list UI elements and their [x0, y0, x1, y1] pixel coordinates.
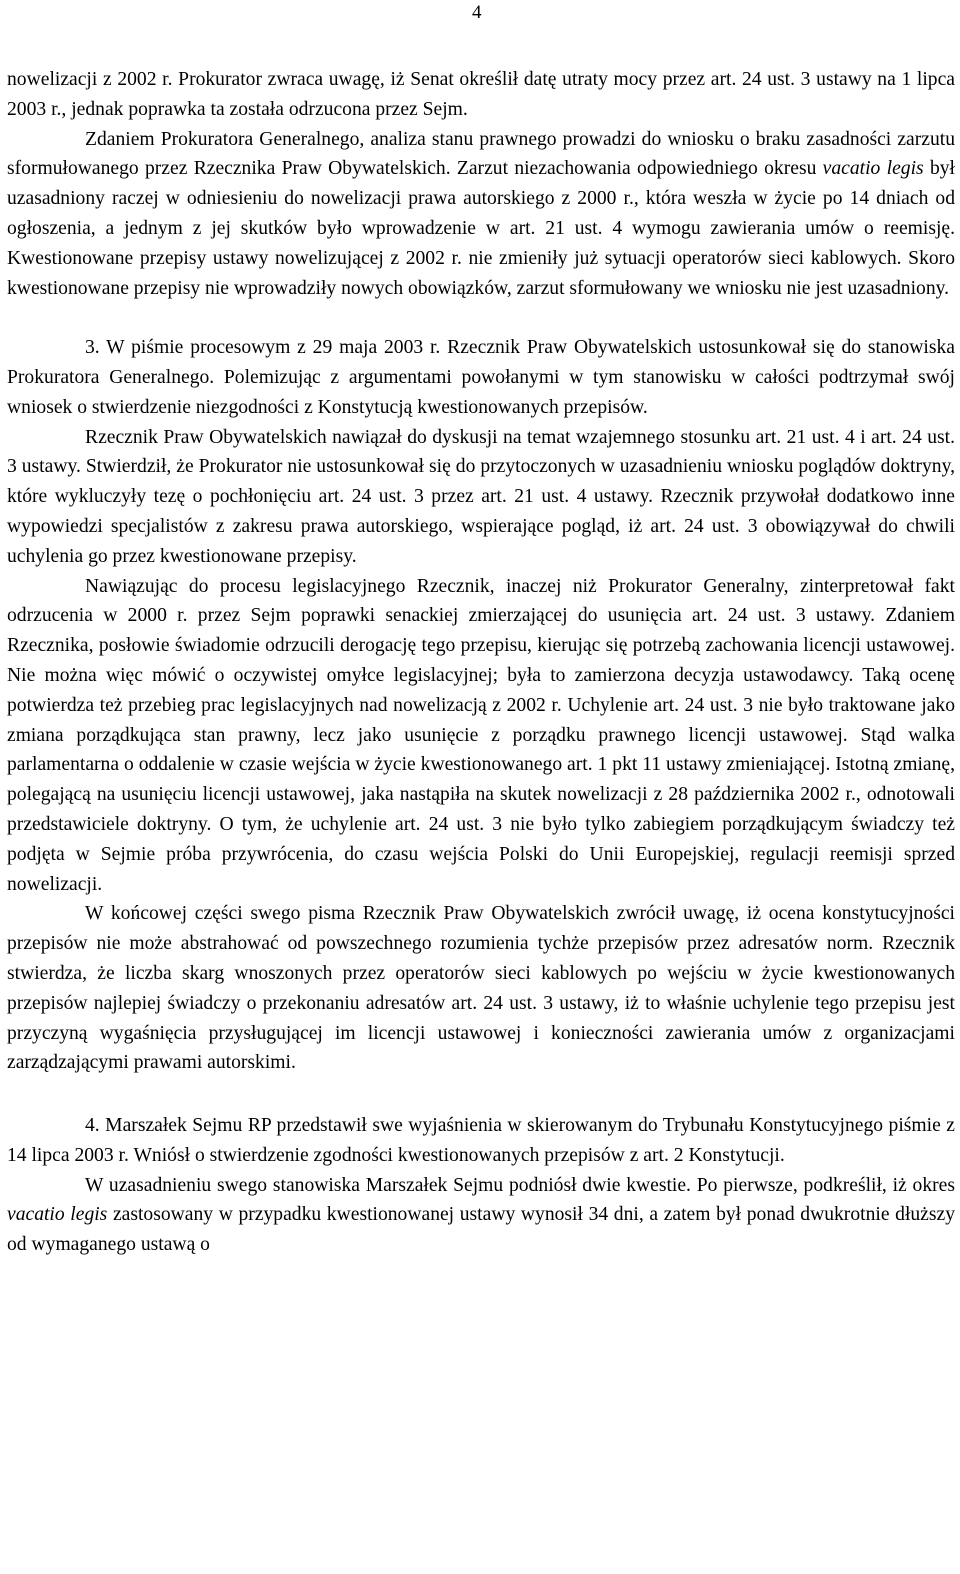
paragraph-text: W uzasadnieniu swego stanowiska Marszałek Sejmu podniósł dwie kwestie. Po pierwsze, podkreślił, iż okres — [85, 1174, 955, 1196]
paragraph-closing-remarks: W końcowej części swego pisma Rzecznik Praw Obywatelskich zwrócił uwagę, iż ocena konstytucyjności przepisów nie może abstrahować od powszechnego rozumienia tychże przepisów przez adresatów norm. Rzecznik stwierdza, że liczba skarg wnoszonych przez operatorów sieci kablowych po wejściu w życie kwestionowanych przepisów najlepiej świadczy o przekonaniu adresatów art. 24 ust. 3 ustawy, iż to właśnie uchylenie tego przepisu jest przyczyną wygaśnięcia przysługującej im licencji ustawowej i konieczności zawierania umów z organizacjami zarządzającymi prawami autorskimi. — [7, 903, 955, 1074]
document-body — [7, 65, 955, 1260]
paragraph-legislative-process: Nawiązując do procesu legislacyjnego Rzecznik, inaczej niż Prokurator Generalny, zinterpretował fakt odrzucenia w 2000 r. przez Sejm poprawki senackiej zmierzającej do usunięcia art. 24 ust. 3 ustawy. Zdaniem Rzecznika, posłowie świadomie odrzucili derogację tego przepisu, kierując się potrzebą zachowania licencji ustawowej. Nie można więc mówić o oczywistej omyłce legislacyjnej; była to zamierzona decyzja ustawodawcy. Taką ocenę potwierdza też przebieg prac legislacyjnych nad nowelizacją z 2002 r. Uchylenie art. 24 ust. 3 nie było traktowane jako zmiana porządkująca stan prawny, lecz jako usunięcie z porządku prawnego licencji ustawowej. Stąd walka parlamentarna o oddalenie w czasie wejścia w życie kwestionowanego art. 1 pkt 11 ustawy zmieniającej. Istotną zmianę, polegającą na usunięciu licencji ustawowej, jaka nastąpiła na skutek nowelizacji z 28 października 2002 r., odnotowali przedstawiciele doktryny. O tym, że uchylenie art. 24 ust. 3 nie było tylko zabiegiem porządkującym świadczy też podjęta w Sejmie próba przywrócenia, do czasu wejścia Polski do Unii Europejskiej, regulacji reemisji sprzed nowelizacji. — [7, 575, 955, 895]
latin-term: vacatio legis — [822, 158, 924, 180]
paragraph-section-4: 4. Marszałek Sejmu RP przedstawił swe wyjaśnienia w skierowanym do Trybunału Konstytucyjnego piśmie z 14 lipca 2003 r. Wniósł o stwierdzenie zgodności kwestionowanych przepisów z art. 2 Konstytucji. — [7, 1115, 955, 1166]
paragraph-marshal-justification — [7, 1171, 955, 1260]
paragraph-section-3: 3. W piśmie procesowym z 29 maja 2003 r. Rzecznik Praw Obywatelskich ustosunkował się do stanowiska Prokuratora Generalnego. Polemizując z argumentami powołanymi w tym stanowisku w całości podtrzymał swój wniosek o stwierdzenie niezgodności z Konstytucją kwestionowanych przepisów. — [7, 337, 955, 418]
paragraph-text: zastosowany w przypadku kwestionowanej ustawy wynosił 34 dni, a zatem był ponad dwukrotnie dłuższy od wymaganego ustawą o — [7, 1204, 955, 1256]
paragraph-continuation: nowelizacji z 2002 r. Prokurator zwraca uwagę, iż Senat określił datę utraty mocy przez art. 24 ust. 3 ustawy na 1 lipca 2003 r., jednak poprawka ta została odrzucona przez Sejm. — [7, 69, 955, 120]
latin-term: vacatio legis — [7, 1204, 108, 1226]
paragraph-text: był uzasadniony raczej w odniesieniu do nowelizacji prawa autorskiego z 2000 r., która weszła w życie po 14 dniach od ogłoszenia, a jednym z jej skutków było wprowadzenie w art. 21 ust. 4 wymogu zawierania umów o reemisję. Kwestionowane przepisy ustawy nowelizującej z 2002 r. nie zmieniły już sytuacji operatorów sieci kablowych. Skoro kwestionowane przepisy nie wprowadziły nowych obowiązków, zarzut sformułowany we wniosku nie jest uzasadniony. — [7, 158, 955, 299]
page-number: 4 — [472, 2, 482, 23]
paragraph-prosecutor-opinion — [7, 125, 955, 304]
paragraph-ombudsman-discussion: Rzecznik Praw Obywatelskich nawiązał do dyskusji na temat wzajemnego stosunku art. 21 ust. 4 i art. 24 ust. 3 ustawy. Stwierdził, że Prokurator nie ustosunkował się do przytoczonych w uzasadnieniu wniosku poglądów doktryny, które wykluczyły tezę o pochłonięciu art. 24 ust. 3 przez art. 21 ust. 4 ustawy. Rzecznik przywołał dodatkowo inne wypowiedzi specjalistów z zakresu prawa autorskiego, wspierające pogląd, iż art. 24 ust. 3 obowiązywał do chwili uchylenia go przez kwestionowane przepisy. — [7, 426, 955, 567]
paragraph-text: Zdaniem Prokuratora Generalnego, analiza stanu prawnego prowadzi do wniosku o braku zasadności zarzutu sformułowanego przez Rzecznika Praw Obywatelskich. Zarzut niezachowania odpowiedniego okresu — [7, 128, 955, 180]
